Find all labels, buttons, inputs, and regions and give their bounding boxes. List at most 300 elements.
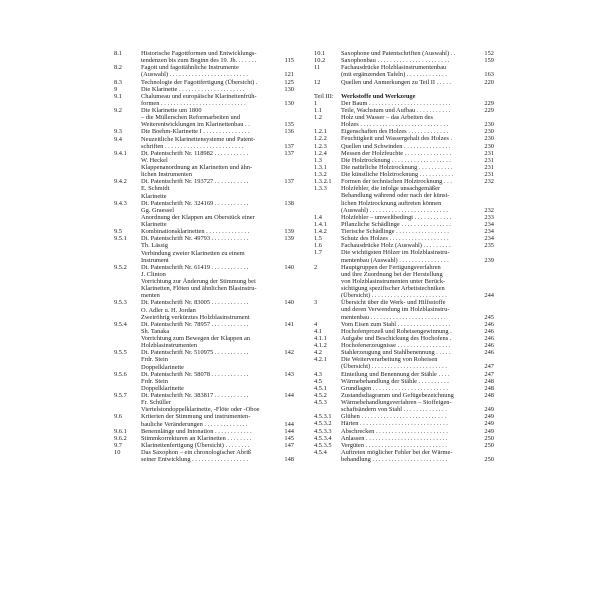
- toc-entry-title: Abschrecken . . . . . . . . . . . . . . . . . . . . . . .: [341, 427, 448, 435]
- toc-entry: [314, 192, 494, 199]
- toc-entry: [114, 57, 294, 64]
- toc-entry-title: Vorrichtung zur Änderung der Stimmung bei: [141, 278, 256, 285]
- toc-entry-number: 1.2.2: [314, 135, 327, 143]
- toc-entry: [114, 228, 294, 235]
- toc-entry: [314, 221, 494, 228]
- toc-entry-page: [293, 193, 294, 200]
- toc-entry-title: Holz und Wasser – das Arbeiten des: [341, 114, 434, 122]
- toc-entry-title: Grundlagen . . . . . . . . . . . . . . . . . . . . . . . .: [341, 384, 448, 392]
- toc-entry-title: Vorrichtung zum Bewegen der Klappen an: [141, 335, 251, 342]
- toc-entry: [314, 292, 494, 299]
- toc-entry-page: 137: [284, 178, 294, 186]
- toc-entry-number: 8.1: [114, 50, 122, 57]
- toc-entry: [114, 250, 294, 257]
- toc-entry: [314, 335, 494, 342]
- toc-entry-page: 229: [484, 106, 494, 114]
- toc-entry-number: 8.2: [114, 64, 122, 72]
- toc-entry: [114, 349, 294, 356]
- toc-entry: [314, 249, 494, 256]
- toc-entry: [314, 150, 494, 157]
- toc-entry-page: [493, 86, 494, 93]
- toc-entry-title: Messen der Holzfeuchte . . . . . . . . . . . . . . .: [341, 149, 452, 157]
- toc-entry-title: mentenbau . . . . . . . . . . . . . . . . . . . . . . . .: [341, 313, 446, 321]
- toc-entry-number: Teil III:: [314, 92, 334, 100]
- toc-entry-page: [293, 356, 294, 363]
- toc-entry-number: 1.2.1: [314, 128, 327, 136]
- toc-entry-number: 9.5.2: [114, 263, 127, 271]
- toc-entry-title: bauliche Veränderungen . . . . . . . . . . . . . .: [141, 420, 248, 428]
- toc-entry: [314, 128, 494, 135]
- toc-entry-number: 9.5.3: [114, 299, 127, 307]
- toc-entry-title: Verbindung zweier Klarinetten zu einem: [141, 249, 245, 257]
- toc-entry-page: 137: [284, 142, 294, 150]
- toc-entry-number: 9.4: [114, 135, 122, 143]
- toc-entry-page: [293, 278, 294, 285]
- toc-entry: [114, 185, 294, 192]
- toc-entry: [114, 285, 294, 292]
- toc-entry-number: 1.4.1: [314, 220, 327, 228]
- toc-entry-title: Weiterentwicklungen im Klarinettenbau . .: [141, 121, 250, 129]
- toc-entry-title: Einteilung und Benennung der Stähle . . . .: [341, 370, 450, 378]
- toc-entry-page: [293, 285, 294, 292]
- toc-entry: [314, 420, 494, 427]
- toc-entry-page: 249: [484, 420, 494, 428]
- toc-entry-number: 4.5.3.2: [314, 420, 332, 428]
- toc-entry-title: Zweiröhrig verkürztes Holzblasinstrument: [141, 313, 250, 321]
- toc-entry: [314, 86, 494, 93]
- toc-entry: [114, 335, 294, 342]
- toc-entry-number: 1.7: [314, 249, 322, 257]
- toc-entry-number: 12: [314, 78, 321, 86]
- toc-entry-title: Dt. Patentschrift Nr. 61419 . . . . . . . . . . . .: [141, 263, 249, 271]
- toc-entry: [114, 171, 294, 178]
- toc-entry-page: 249: [484, 427, 494, 435]
- toc-entry-number: 2: [314, 263, 318, 271]
- toc-entry-title: Behandlung während oder nach der künst-: [341, 192, 450, 200]
- toc-entry-title: E. Schmidt: [141, 185, 170, 193]
- toc-entry: [314, 299, 494, 306]
- toc-entry-page: 233: [484, 213, 494, 221]
- toc-entry: [114, 86, 294, 93]
- toc-entry: [114, 421, 294, 428]
- toc-entry: [314, 71, 494, 78]
- toc-entry: [314, 435, 494, 442]
- toc-entry-page: 115: [284, 57, 294, 65]
- toc-entry-page: 140: [284, 263, 294, 271]
- toc-entry: [314, 378, 494, 385]
- toc-entry-page: 231: [484, 163, 494, 171]
- toc-entry: [114, 406, 294, 413]
- toc-entry-title: Klappenanordnung an Klarinetten und ähn-: [141, 164, 253, 171]
- toc-entry-title: Die Klarinette . . . . . . . . . . . . . . . . . . . . .: [141, 85, 245, 93]
- toc-entry-page: [293, 164, 294, 171]
- toc-entry-page: [493, 64, 494, 71]
- toc-entry: [114, 100, 294, 107]
- toc-entry-title: lichen Holztrocknung auftreten können: [341, 199, 442, 207]
- toc-entry-number: 9.5.7: [114, 392, 127, 399]
- toc-entry-title: sichtigung spezifischer Arbeitstechniken: [341, 285, 445, 293]
- toc-entry-page: 130: [284, 99, 294, 107]
- toc-entry-page: 230: [484, 142, 494, 150]
- toc-entry: [314, 371, 494, 378]
- toc-entry-number: 9.6.1: [114, 427, 127, 435]
- toc-entry-title: und ihre Zuordnung bei der Herstellung: [341, 270, 443, 278]
- toc-entry: [114, 321, 294, 328]
- toc-entry-title: Die künstliche Holztrocknung . . . . . . . . . . .: [341, 171, 454, 179]
- toc-entry-page: [293, 385, 294, 392]
- toc-entry: [314, 100, 494, 107]
- toc-entry-number: 8.3: [114, 78, 122, 86]
- toc-entry-number: 1.3.1: [314, 163, 327, 171]
- toc-entry-title: lichen Instrumenten: [141, 171, 192, 179]
- toc-entry: [314, 207, 494, 214]
- toc-entry: [114, 314, 294, 321]
- toc-entry-title: Aufgabe und Beschickung des Hochofens .: [341, 334, 452, 342]
- toc-entry-page: 246: [484, 342, 494, 350]
- toc-entry-number: 1.2: [314, 114, 322, 122]
- toc-entry: [314, 264, 494, 271]
- toc-entry-page: 230: [484, 128, 494, 136]
- toc-entry-page: 143: [284, 370, 294, 378]
- toc-entry: [114, 378, 294, 385]
- toc-entry-number: 9.3: [114, 128, 122, 136]
- toc-entry-page: 144: [284, 392, 294, 399]
- toc-entry: [114, 178, 294, 185]
- toc-entry: [114, 399, 294, 406]
- toc-entry: [314, 200, 494, 207]
- toc-entry-title: (Übersicht) . . . . . . . . . . . . . . . . . . . . . . . .: [341, 292, 447, 300]
- toc-entry-page: 139: [284, 228, 294, 236]
- toc-entry-number: 9.5: [114, 228, 122, 236]
- toc-entry-page: [293, 157, 294, 164]
- toc-entry-title: Dt. Patentschrift Nr. 510975 . . . . . . . . . . .: [141, 349, 249, 357]
- toc-entry-title: Saxophonbau . . . . . . . . . . . . . . . . . . . . . . .: [341, 57, 450, 65]
- toc-entry-page: [293, 335, 294, 342]
- toc-entry-number: 4.5.3.1: [314, 413, 332, 421]
- toc-entry-number: 9.5.1: [114, 235, 127, 243]
- toc-entry-page: 250: [484, 456, 494, 464]
- toc-entry-page: 230: [484, 135, 494, 143]
- toc-entry: [114, 235, 294, 242]
- toc-entry-number: 4.1.1: [314, 334, 327, 342]
- toc-entry-number: 4.5.1: [314, 384, 327, 392]
- toc-entry-page: [493, 192, 494, 199]
- toc-entry: [114, 342, 294, 349]
- toc-entry-title: schriften . . . . . . . . . . . . . . . . . . . . . . . . .: [141, 142, 244, 150]
- toc-entry: [114, 307, 294, 314]
- toc-entry-title: Werkstoffe und Werkzeuge: [341, 92, 416, 100]
- toc-entry: [314, 428, 494, 435]
- toc-entry-title: Härten . . . . . . . . . . . . . . . . . . . . . . . . . . . .: [341, 420, 448, 428]
- toc-entry-page: 147: [284, 441, 294, 449]
- toc-entry-page: 234: [484, 220, 494, 228]
- toc-entry: [114, 71, 294, 78]
- toc-entry-page: 125: [284, 78, 294, 86]
- toc-entry: [314, 328, 494, 335]
- toc-entry-page: [493, 356, 494, 363]
- toc-entry-page: [293, 221, 294, 228]
- toc-entry-title: Fachausdrücke Holz (Auswahl) . . . . . . . . .: [341, 242, 451, 250]
- toc-entry: [314, 314, 494, 321]
- toc-entry: [114, 456, 294, 463]
- toc-entry-page: 248: [484, 384, 494, 392]
- toc-entry: [114, 93, 294, 100]
- toc-entry-title: Th. Lässig: [141, 242, 168, 250]
- toc-entry-title: Frdr. Stein: [141, 356, 168, 364]
- toc-entry-number: 9: [114, 85, 118, 93]
- toc-entry: [114, 64, 294, 71]
- toc-entry-title: Vom Eisen zum Stahl . . . . . . . . . . . . . . . . .: [341, 320, 451, 328]
- toc-entry: [114, 278, 294, 285]
- toc-entry-page: 229: [484, 99, 494, 107]
- toc-entry-title: Dt. Patentschrift Nr. 83005 . . . . . . . . . . . .: [141, 299, 249, 307]
- toc-entry-page: 232: [484, 178, 494, 186]
- toc-entry-page: 246: [484, 349, 494, 357]
- toc-entry: [114, 207, 294, 214]
- toc-entry: [314, 171, 494, 178]
- toc-entry-page: [293, 342, 294, 349]
- toc-entry: [114, 242, 294, 249]
- toc-entry: [314, 456, 494, 463]
- toc-entry-title: (mit ergänzenden Tafeln) . . . . . . . . . . . . .: [341, 71, 447, 79]
- toc-entry: [314, 392, 494, 399]
- toc-entry-page: [293, 399, 294, 406]
- toc-entry-title: Formen der technischen Holztrocknung . . .: [341, 178, 452, 186]
- toc-entry-number: 4.2: [314, 349, 322, 357]
- toc-entry-page: 231: [484, 171, 494, 179]
- toc-entry: [314, 257, 494, 264]
- toc-entry-page: 163: [484, 71, 494, 79]
- toc-entry: [314, 342, 494, 349]
- toc-entry-number: 1.6: [314, 242, 322, 250]
- toc-entry-title: Dt. Patentschrift Nr. 118982 . . . . . . . . . . .: [141, 149, 249, 157]
- toc-entry-number: 1.4.2: [314, 228, 327, 236]
- toc-entry: [314, 114, 494, 121]
- toc-entry: [314, 228, 494, 235]
- toc-entry-title: Holzfehler, die infolge unsachgemäßer: [341, 185, 441, 193]
- toc-entry-page: [493, 306, 494, 313]
- toc-entry-page: 140: [284, 299, 294, 307]
- toc-entry-page: 145: [284, 434, 294, 442]
- toc-entry-number: 1.3.2: [314, 171, 327, 179]
- toc-entry: [314, 442, 494, 449]
- toc-entry-page: 135: [284, 121, 294, 129]
- toc-entry: [114, 271, 294, 278]
- toc-entry-page: [293, 64, 294, 71]
- toc-entry: [114, 435, 294, 442]
- toc-entry-number: 10: [114, 449, 121, 456]
- toc-entry-page: 144: [284, 420, 294, 428]
- toc-entry-number: 9.5.4: [114, 320, 127, 328]
- toc-entry: [114, 264, 294, 271]
- toc-entry-page: [293, 93, 294, 100]
- toc-entry-number: 9.2: [114, 107, 122, 114]
- toc-entry-title: [341, 86, 493, 93]
- toc-entry: [114, 150, 294, 157]
- toc-entry-page: 159: [484, 57, 494, 65]
- toc-entry-page: 250: [484, 434, 494, 442]
- toc-entry-title: Fr. Schüller: [141, 399, 171, 407]
- toc-entry-page: [493, 271, 494, 278]
- toc-entry-number: 4.5.2: [314, 391, 327, 399]
- toc-entry-page: [293, 292, 294, 299]
- toc-entry-number: 10.1: [314, 50, 326, 57]
- toc-entry-page: 246: [484, 320, 494, 328]
- toc-entry-number: 1.3: [314, 156, 322, 164]
- toc-entry-title: Auftreten möglicher Fehler bei der Wärme-: [341, 448, 453, 456]
- toc-entry-page: [493, 114, 494, 121]
- toc-entry-title: Anlassen . . . . . . . . . . . . . . . . . . . . . . . . . .: [341, 434, 448, 442]
- toc-entry-title: von Holzblasinstrumenten unter Berück-: [341, 277, 446, 285]
- toc-entry-title: Frdr. Stein: [141, 377, 168, 385]
- toc-entry-title: Klarinette: [141, 221, 167, 228]
- toc-entry-title: tendenzen bis zum Beginn des 19. Jh. . . . . . .: [141, 57, 257, 65]
- toc-entry-number: 1.3.3: [314, 185, 327, 193]
- toc-entry: [314, 185, 494, 192]
- toc-entry-title: Holzblasinstrumenten: [141, 342, 198, 350]
- toc-entry: [314, 449, 494, 456]
- toc-entry-title: Dt. Patentschrift Nr. 49793 . . . . . . . . . . . .: [141, 235, 249, 243]
- toc-entry-page: [293, 185, 294, 192]
- toc-entry-title: Holzes . . . . . . . . . . . . . . . . . . . . . . . . . . . .: [341, 121, 449, 129]
- toc-entry-page: [293, 378, 294, 385]
- toc-entry-page: 130: [284, 85, 294, 93]
- toc-entry-page: 250: [484, 441, 494, 449]
- toc-entry-page: 139: [284, 235, 294, 243]
- toc-entry-title: Schutz des Holzes . . . . . . . . . . . . . . . . . . .: [341, 235, 449, 243]
- toc-entry: [314, 79, 494, 86]
- toc-entry: [114, 385, 294, 392]
- toc-entry-page: 230: [484, 121, 494, 129]
- toc-entry-title: Das Saxophon – ein chronologischer Abriß: [141, 449, 252, 456]
- toc-entry-title: Dt. Patentschrift Nr. 78957 . . . . . . . . . . . .: [141, 320, 249, 328]
- toc-entry: [314, 57, 494, 64]
- toc-entry-title: Die Boehm-Klarinette I . . . . . . . . . . . . . . .: [141, 128, 250, 136]
- toc-entry-page: [493, 249, 494, 256]
- toc-entry-title: Hochofenprozeß und Roheisengewinnung .: [341, 327, 452, 335]
- toc-left-column: [114, 50, 294, 463]
- toc-entry: [114, 214, 294, 221]
- toc-entry-title: (Auswahl) . . . . . . . . . . . . . . . . . . . . . . . . .: [141, 71, 248, 79]
- toc-entry-page: 246: [484, 334, 494, 342]
- toc-entry-page: [293, 136, 294, 143]
- toc-entry-title: mentenbau (Auswahl) . . . . . . . . . . . . . . . .: [341, 256, 449, 264]
- toc-entry-page: 142: [284, 349, 294, 357]
- toc-entry: [114, 299, 294, 306]
- toc-entry: [314, 121, 494, 128]
- toc-entry-page: 246: [484, 327, 494, 335]
- toc-entry-title: formen . . . . . . . . . . . . . . . . . . . . . . . . . . .: [141, 99, 246, 107]
- toc-entry-title: Wärmebehandlung der Stähle . . . . . . . . . .: [341, 377, 449, 385]
- toc-entry-page: [293, 50, 294, 57]
- toc-entry-number: 1.1: [314, 106, 322, 114]
- toc-entry-page: [293, 242, 294, 249]
- toc-entry-page: 231: [484, 149, 494, 157]
- toc-entry: [314, 363, 494, 370]
- toc-entry-page: 234: [484, 235, 494, 243]
- toc-entry-title: Stimmkorrekturen an Klarinetten . . . . . . . .: [141, 434, 252, 442]
- toc-entry: [114, 221, 294, 228]
- toc-entry-page: [493, 93, 494, 100]
- toc-entry: [114, 143, 294, 150]
- toc-entry: [314, 349, 494, 356]
- toc-entry-page: [293, 328, 294, 335]
- toc-entry-number: 9.6.2: [114, 434, 127, 442]
- toc-entry-page: [293, 449, 294, 456]
- toc-entry-number: 9.4.2: [114, 178, 127, 186]
- toc-entry-page: [293, 107, 294, 114]
- toc-entry: [314, 107, 494, 114]
- toc-entry-title: Benennlänge und Intonation . . . . . . . . . . . .: [141, 427, 252, 435]
- toc-entry-page: 232: [484, 206, 494, 214]
- toc-entry-page: 138: [284, 199, 294, 207]
- toc-entry-title: Übersicht über die Werk- und Hilfsstoffe: [341, 299, 446, 307]
- toc-entry-number: 4.5.3.5: [314, 441, 332, 449]
- toc-entry: [114, 413, 294, 420]
- toc-entry-page: 249: [484, 413, 494, 421]
- toc-entry: [314, 157, 494, 164]
- toc-entry-title: Die wichtigsten Hölzer im Holzblasinstru-: [341, 249, 450, 257]
- toc-entry-page: [493, 299, 494, 306]
- toc-entry: [314, 306, 494, 313]
- toc-entry-page: [493, 278, 494, 285]
- toc-entry-page: [493, 285, 494, 292]
- toc-entry-page: [293, 171, 294, 178]
- toc-entry: [314, 235, 494, 242]
- toc-entry-title: W. Heckel: [141, 156, 168, 164]
- toc-entry: [314, 278, 494, 285]
- toc-entry: [114, 200, 294, 207]
- toc-entry-title: Klarinetten, Flöten und ähnlichen Blasinstru-: [141, 285, 257, 293]
- toc-entry: [314, 242, 494, 249]
- toc-entry-page: [293, 406, 294, 413]
- toc-entry-title: Holzfehler – umweltbedingt . . . . . . . . . . . .: [341, 213, 452, 221]
- toc-entry-title: Quellen und Anmerkungen zu Teil II . . . . .: [341, 78, 452, 86]
- toc-entry-title: Wärmebehandlungsverfahren – Stoffeigen-: [341, 399, 452, 407]
- toc-entry-title: Sh. Tanaka: [141, 327, 170, 335]
- toc-entry: [114, 364, 294, 371]
- toc-entry: [314, 356, 494, 363]
- toc-entry-title: Die Weiterverarbeitung von Roheisen: [341, 356, 438, 364]
- toc-entry-title: Viertelstondoppelklarinette, -Flöte oder -Oboe: [141, 406, 260, 414]
- toc-entry: [314, 271, 494, 278]
- toc-entry-page: [293, 364, 294, 371]
- toc-entry-number: 9.1: [114, 92, 122, 100]
- toc-entry-title: Hochofenerzeugnisse . . . . . . . . . . . . . . . . .: [341, 342, 451, 350]
- toc-entry-page: 220: [484, 78, 494, 86]
- toc-entry-title: Saxophone und Patentschriften (Auswahl) . .: [341, 50, 456, 57]
- toc-entry-page: 136: [284, 128, 294, 136]
- toc-entry-page: [293, 250, 294, 257]
- toc-entry-number: 11: [314, 64, 321, 72]
- toc-entry-page: [493, 449, 494, 456]
- toc-entry-title: Fachausdrücke Holzblasinstrumentenbau: [341, 64, 447, 72]
- toc-entry: [114, 328, 294, 335]
- toc-entry: [114, 193, 294, 200]
- toc-entry-title: Die natürliche Holztrocknung . . . . . . . . . . .: [341, 163, 453, 171]
- toc-entry-title: Zustandsdiagramm und Gefügebezeichnung: [341, 391, 454, 399]
- toc-entry-number: 3: [314, 299, 318, 307]
- toc-entry-title: Teile, Wachstum und Aufbau . . . . . . . . . . .: [341, 106, 451, 114]
- toc-entry-page: 247: [484, 363, 494, 371]
- toc-entry-title: Kriterien der Stimmung und instrumenten-: [141, 413, 251, 421]
- toc-entry-page: 148: [284, 456, 294, 464]
- toc-entry-page: [493, 264, 494, 271]
- toc-entry-page: [293, 413, 294, 420]
- toc-entry: [114, 449, 294, 456]
- toc-entry-page: 137: [284, 149, 294, 157]
- toc-entry-number: 4.1: [314, 327, 322, 335]
